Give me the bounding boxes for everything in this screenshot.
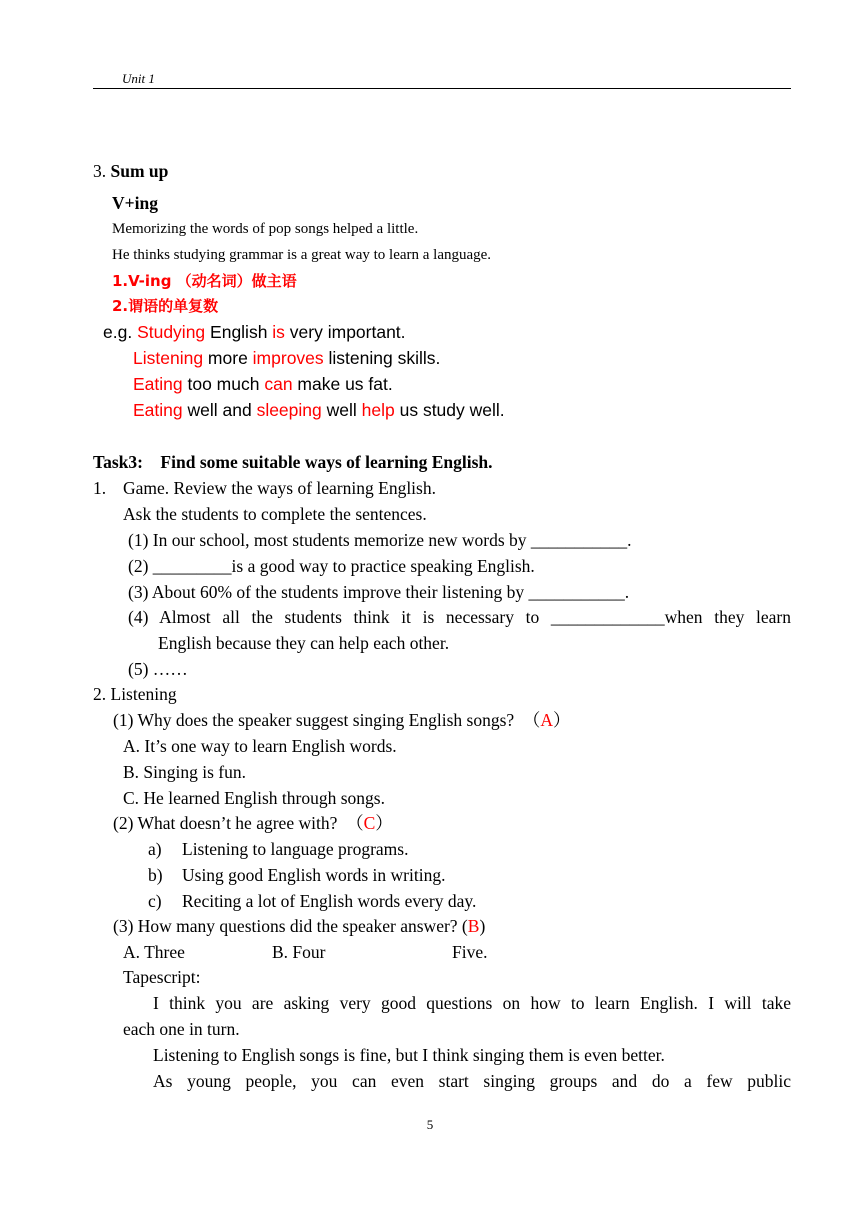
eg-text: very important. xyxy=(284,322,406,342)
option: A. It’s one way to learn English words. xyxy=(123,736,397,756)
eg-line-3 xyxy=(133,373,393,395)
option: Five. xyxy=(452,942,488,962)
blank-sentence-5: (5) …… xyxy=(128,659,188,679)
question-1 xyxy=(113,709,571,731)
tapescript-paragraph-2: Listening to English songs is fine, but I think singing them is even better. xyxy=(153,1045,665,1065)
section-heading xyxy=(93,160,168,182)
blank-sentence-4-cont: English because they can help each other. xyxy=(158,633,450,653)
task3-title: Task3: Find some suitable ways of learning English. xyxy=(93,452,493,472)
option: A. Three xyxy=(123,942,185,962)
eg-text: English xyxy=(205,322,273,342)
question-text: (2) What doesn’t he agree with? （ xyxy=(113,813,364,833)
eg-verb: help xyxy=(361,400,395,420)
eg-text: listening skills. xyxy=(323,348,441,368)
question-text: (3) How many questions did the speaker answer? ( xyxy=(113,916,468,936)
question-text: ） xyxy=(553,710,571,730)
page-number: 5 xyxy=(426,1117,434,1132)
formula: V+ing xyxy=(112,193,158,213)
question-text: ) xyxy=(479,916,486,936)
task3-instruction: Ask the students to complete the sentences. xyxy=(123,504,427,524)
eg-text: more xyxy=(203,348,253,368)
task3-item-2: 2. Listening xyxy=(93,684,177,704)
eg-verb: can xyxy=(264,374,293,394)
eg-text: well xyxy=(321,400,362,420)
question-2 xyxy=(113,812,393,834)
example-sentence-1: Memorizing the words of pop songs helped a little. xyxy=(112,221,419,237)
tapescript-paragraph-1-cont: each one in turn. xyxy=(123,1019,240,1039)
option: Reciting a lot of English words every day. xyxy=(182,891,477,911)
option-label: b) xyxy=(148,865,163,885)
option-label: a) xyxy=(148,839,162,859)
answer-key: A xyxy=(540,710,554,730)
option: B. Singing is fun. xyxy=(123,762,247,782)
option: Listening to language programs. xyxy=(182,839,409,859)
eg-text: make us fat. xyxy=(292,374,393,394)
grammar-rule-2: 2.谓语的单复数 xyxy=(112,297,219,315)
question-text: ） xyxy=(375,813,393,833)
example-sentence-2: He thinks studying grammar is a great way to learn a language. xyxy=(112,247,492,263)
eg-subject: Eating xyxy=(133,374,183,394)
tapescript-paragraph-3: As young people, you can even start singing groups and do a few public xyxy=(153,1071,791,1091)
option: C. He learned English through songs. xyxy=(123,788,385,808)
answer-key: C xyxy=(363,813,376,833)
question-3 xyxy=(113,915,485,937)
eg-line-4 xyxy=(133,399,505,421)
option: B. Four xyxy=(272,942,326,962)
answer-key: B xyxy=(467,916,480,936)
eg-verb: improves xyxy=(252,348,324,368)
blank-sentence-1: (1) In our school, most students memorize new words by ___________. xyxy=(128,530,632,550)
grammar-rule-1: 1.V-ing （动名词）做主语 xyxy=(112,272,297,290)
eg-subject: Studying xyxy=(137,322,206,342)
section-number: 3. xyxy=(93,161,107,181)
eg-subject: Eating xyxy=(133,400,183,420)
eg-subject: sleeping xyxy=(256,400,322,420)
eg-text: us study well. xyxy=(394,400,505,420)
header-rule xyxy=(93,88,791,89)
blank-sentence-4: (4) Almost all the students think it is necessary to _____________when they learn xyxy=(128,607,791,627)
eg-subject: Listening xyxy=(133,348,204,368)
question-text: (1) Why does the speaker suggest singing English songs? （ xyxy=(113,710,541,730)
eg-line-1 xyxy=(103,321,406,343)
running-header: Unit 1 xyxy=(122,71,155,86)
eg-verb: is xyxy=(272,322,285,342)
tapescript-paragraph-1: I think you are asking very good questions on how to learn English. I will take xyxy=(153,993,791,1013)
eg-text: too much xyxy=(182,374,265,394)
eg-line-2 xyxy=(133,347,440,369)
eg-text: well and xyxy=(182,400,257,420)
option: Using good English words in writing. xyxy=(182,865,446,885)
task3-item-1-number: 1. xyxy=(93,478,107,498)
option-label: c) xyxy=(148,891,162,911)
section-title: Sum up xyxy=(110,161,169,181)
blank-sentence-3: (3) About 60% of the students improve their listening by ___________. xyxy=(128,582,630,602)
eg-label: e.g. xyxy=(103,322,138,342)
tapescript-label: Tapescript: xyxy=(123,967,201,987)
blank-sentence-2: (2) _________is a good way to practice speaking English. xyxy=(128,556,535,576)
task3-item-1: Game. Review the ways of learning English. xyxy=(123,478,436,498)
